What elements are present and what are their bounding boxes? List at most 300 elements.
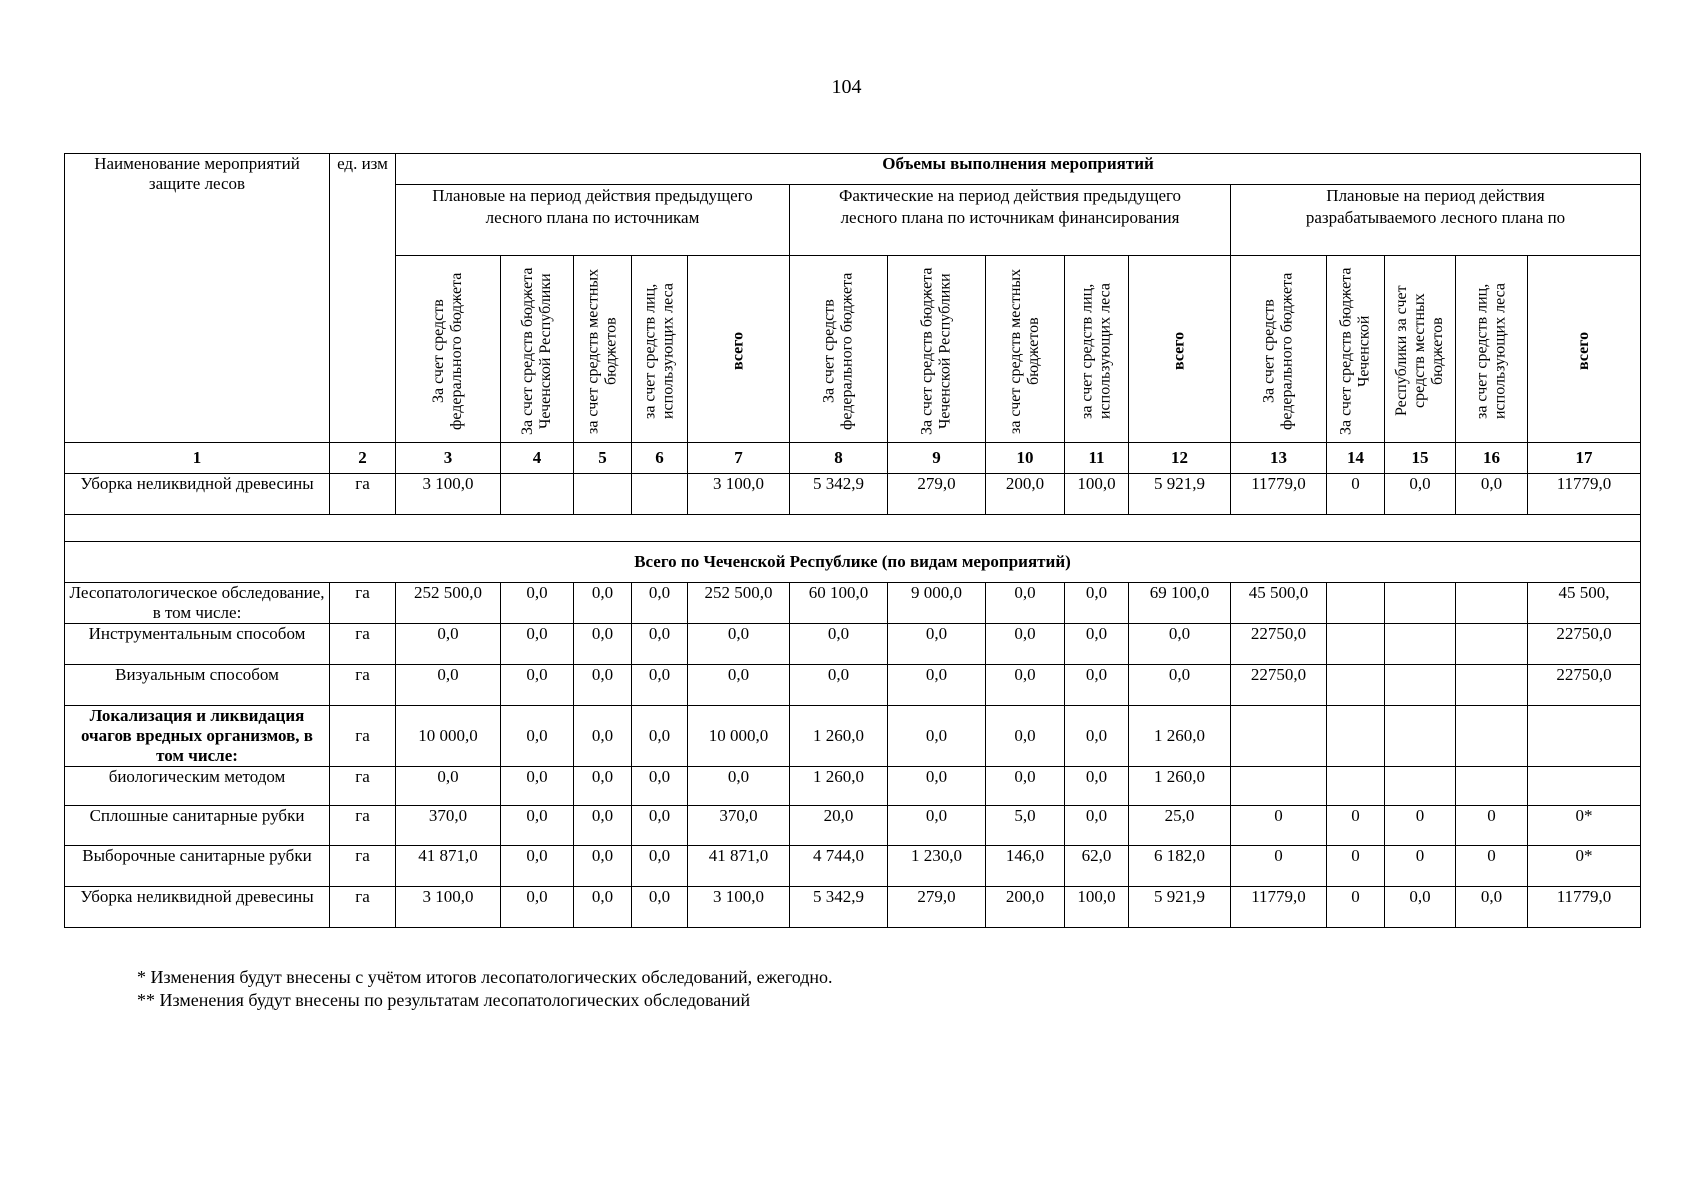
table-row: [65, 706, 1641, 767]
value-cell: [501, 583, 574, 624]
cell-text: 5 342,9: [813, 474, 864, 493]
table-row: [65, 806, 1641, 846]
table-row: [65, 474, 1641, 515]
value-cell: [1065, 474, 1129, 515]
value-cell: [1528, 887, 1641, 928]
header-source-label: всего: [1575, 331, 1592, 371]
cell-text: 22750,0: [1556, 624, 1612, 643]
value-cell: [790, 624, 888, 665]
cell-text: 11779,0: [1556, 474, 1612, 493]
cell-text: 5 342,9: [813, 887, 864, 906]
cell-text: 0,0: [526, 665, 548, 684]
cell-text: Уборка неликвидной древесины: [80, 887, 314, 906]
cell-text: 0,0: [1014, 665, 1036, 684]
cell-text: 0,0: [437, 665, 459, 684]
value-cell: [1129, 583, 1231, 624]
cell-text: 100,0: [1077, 887, 1116, 906]
cell-text: 370,0: [428, 806, 468, 825]
cell-text: Лесопатологическое обследование, в том числе:: [69, 583, 325, 621]
cell-text: 41 871,0: [418, 846, 478, 865]
value-cell: [1231, 474, 1327, 515]
cell-text: га: [355, 665, 370, 684]
column-number: 5: [574, 443, 632, 474]
value-cell: [790, 806, 888, 846]
value-cell: [888, 474, 986, 515]
cell-text: га: [355, 846, 370, 865]
cell-text: 0,0: [648, 846, 671, 865]
header-source-column: [1065, 256, 1129, 443]
cell-text: 279,0: [917, 887, 956, 906]
value-cell: [396, 624, 501, 665]
value-cell: [1327, 846, 1385, 887]
header-source-label: всего: [729, 331, 747, 371]
value-cell: [888, 706, 986, 767]
forest-protection-table: [64, 153, 1641, 928]
cell-text: 4 744,0: [813, 846, 864, 865]
value-cell: [986, 806, 1065, 846]
column-number: 6: [632, 443, 688, 474]
cell-text: 0,0: [1480, 887, 1503, 906]
value-cell: [790, 474, 888, 515]
value-cell: [986, 665, 1065, 706]
header-source-label: за счет средств лиц, использующих леса: [1473, 283, 1509, 419]
header-source-label: за счет средств местных бюджетов: [584, 268, 620, 434]
cell-text: 1 260,0: [1154, 726, 1205, 745]
header-group-planned-new: [1231, 185, 1641, 256]
value-cell: [574, 887, 632, 928]
value-cell: [688, 846, 790, 887]
value-cell: [888, 583, 986, 624]
cell-text: 0: [1274, 806, 1283, 825]
cell-text: 0,0: [727, 767, 750, 786]
footnotes: [137, 966, 833, 1012]
value-cell: [1456, 583, 1528, 624]
cell-text: га: [355, 583, 370, 602]
measure-name-cell: [65, 767, 330, 806]
value-cell: [790, 706, 888, 767]
cell-text: 20,0: [823, 806, 854, 825]
group-line: лесного плана по источникам финансирования: [840, 208, 1180, 227]
value-cell: [1385, 583, 1456, 624]
column-number: 15: [1385, 443, 1456, 474]
value-cell: [1327, 806, 1385, 846]
value-cell: [396, 665, 501, 706]
cell-text: 100,0: [1077, 474, 1116, 493]
column-number: 7: [688, 443, 790, 474]
cell-text: 0,0: [591, 806, 614, 825]
value-cell: [888, 846, 986, 887]
cell-text: 0,0: [1085, 624, 1108, 643]
value-cell: [790, 887, 888, 928]
value-cell: [888, 887, 986, 928]
value-cell: [501, 887, 574, 928]
value-cell: [1065, 624, 1129, 665]
value-cell: [501, 806, 574, 846]
value-cell: [986, 583, 1065, 624]
value-cell: [986, 706, 1065, 767]
cell-text: 0,0: [925, 665, 948, 684]
column-number: 17: [1528, 443, 1641, 474]
value-cell: [790, 665, 888, 706]
cell-text: 5 921,9: [1154, 887, 1205, 906]
value-cell: [1456, 806, 1528, 846]
cell-text: 41 871,0: [708, 846, 769, 865]
value-cell: [632, 665, 688, 706]
value-cell: [574, 846, 632, 887]
cell-text: 200,0: [1005, 474, 1045, 493]
cell-text: 0,0: [1480, 474, 1503, 493]
cell-text: 10 000,0: [418, 726, 478, 745]
cell-text: га: [355, 726, 370, 745]
header-source-label: За счет средств бюджета Чеченской Республики: [918, 267, 954, 435]
value-cell: [1129, 887, 1231, 928]
value-cell: [790, 846, 888, 887]
header-source-label: за счет средств лиц, использующих леса: [1078, 283, 1114, 419]
cell-text: 0,0: [526, 767, 548, 786]
unit-cell: [330, 806, 396, 846]
value-cell: [688, 767, 790, 806]
value-cell: [574, 767, 632, 806]
cell-text: 22750,0: [1250, 624, 1307, 643]
cell-text: 0,0: [1085, 806, 1108, 825]
value-cell: [501, 665, 574, 706]
blank-row: [65, 515, 1641, 542]
header-source-column: [1528, 256, 1641, 443]
cell-text: 11779,0: [1556, 887, 1612, 906]
value-cell: [888, 767, 986, 806]
unit-cell: [330, 767, 396, 806]
cell-text: 252 500,0: [414, 583, 482, 602]
value-cell: [1528, 665, 1641, 706]
cell-text: 0,0: [526, 846, 548, 865]
column-number: 3: [396, 443, 501, 474]
footnote: ** Изменения будут внесены по результатам лесопатологических обследований: [137, 990, 751, 1010]
header-source-column: [632, 256, 688, 443]
cell-text: 0,0: [1085, 726, 1108, 745]
value-cell: [1385, 624, 1456, 665]
value-cell: [1129, 767, 1231, 806]
header-source-label: За счет средств бюджета Чеченской Республики: [519, 267, 554, 435]
value-cell: [1231, 887, 1327, 928]
cell-text: га: [355, 474, 370, 493]
value-cell: [1065, 665, 1129, 706]
measure-name-cell: [65, 846, 330, 887]
header-source-column: [1231, 256, 1327, 443]
cell-text: биологическим методом: [108, 767, 286, 786]
section-row: [65, 542, 1641, 583]
header-source-column: [396, 256, 501, 443]
cell-text: 0: [1487, 846, 1496, 865]
blank-cell: [65, 515, 1641, 542]
cell-text: 0: [1415, 806, 1425, 825]
header-source-label: За счет средств федерального бюджета: [1260, 272, 1296, 430]
value-cell: [501, 706, 574, 767]
unit-cell: [330, 583, 396, 624]
cell-text: га: [355, 767, 370, 786]
header-source-column: [1129, 256, 1231, 443]
value-cell: [574, 706, 632, 767]
value-cell: [1231, 665, 1327, 706]
table-row: [65, 583, 1641, 624]
header-volumes-title: Объемы выполнения мероприятий: [396, 154, 1641, 185]
value-cell: [574, 624, 632, 665]
header-source-column: [501, 256, 574, 443]
cell-text: 3 100,0: [422, 887, 474, 906]
value-cell: [632, 474, 688, 515]
value-cell: [1231, 624, 1327, 665]
cell-text: 25,0: [1164, 806, 1195, 825]
value-cell: [1456, 887, 1528, 928]
cell-text: Сплошные санитарные рубки: [89, 806, 305, 825]
cell-text: 5 921,9: [1154, 474, 1205, 493]
value-cell: [1528, 706, 1641, 767]
value-cell: [1456, 706, 1528, 767]
value-cell: [1528, 767, 1641, 806]
cell-text: 0,0: [1085, 767, 1108, 786]
cell-text: 0,0: [1014, 726, 1036, 745]
value-cell: [1385, 474, 1456, 515]
header-group-planned-previous: [396, 185, 790, 256]
value-cell: [632, 706, 688, 767]
value-cell: [1385, 706, 1456, 767]
unit-cell: [330, 887, 396, 928]
column-number: 1: [65, 443, 330, 474]
cell-text: 0,0: [526, 583, 548, 602]
value-cell: [1385, 806, 1456, 846]
cell-text: 0,0: [591, 583, 614, 602]
value-cell: [574, 474, 632, 515]
value-cell: [1129, 806, 1231, 846]
cell-text: 0: [1351, 846, 1360, 865]
cell-text: 0*: [1575, 806, 1593, 825]
value-cell: [1065, 806, 1129, 846]
cell-text: 3 100,0: [713, 887, 764, 906]
cell-text: 22750,0: [1556, 665, 1612, 684]
cell-text: га: [355, 806, 370, 825]
column-number: 16: [1456, 443, 1528, 474]
cell-text: 1 260,0: [813, 767, 864, 786]
header-source-label: Республики за счет средств местных бюджетов: [1393, 285, 1446, 417]
value-cell: [688, 806, 790, 846]
value-cell: [396, 887, 501, 928]
measure-name-cell: [65, 706, 330, 767]
cell-text: 0,0: [648, 887, 671, 906]
unit-cell: [330, 846, 396, 887]
value-cell: [1327, 887, 1385, 928]
measure-name-cell: [65, 665, 330, 706]
group-line: Фактические на период действия предыдущего: [838, 186, 1182, 205]
cell-text: 0: [1351, 806, 1360, 825]
header-source-label: За счет средств бюджета Чеченской: [1337, 267, 1373, 435]
cell-text: 11779,0: [1251, 474, 1306, 493]
cell-text: Инструментальным способом: [88, 624, 306, 643]
column-number: 9: [888, 443, 986, 474]
table-row: [65, 665, 1641, 706]
cell-text: 0,0: [648, 665, 671, 684]
cell-text: 5,0: [1014, 806, 1036, 825]
cell-text: 0,0: [648, 726, 671, 745]
column-number: 13: [1231, 443, 1327, 474]
column-number: 10: [986, 443, 1065, 474]
header-source-column: [986, 256, 1065, 443]
cell-text: 62,0: [1081, 846, 1112, 865]
cell-text: 0,0: [727, 624, 750, 643]
column-number: 2: [330, 443, 396, 474]
value-cell: [986, 887, 1065, 928]
table-row: [65, 846, 1641, 887]
value-cell: [396, 806, 501, 846]
value-cell: [1327, 474, 1385, 515]
cell-text: 0,0: [591, 726, 614, 745]
column-number: 4: [501, 443, 574, 474]
value-cell: [396, 706, 501, 767]
value-cell: [1129, 474, 1231, 515]
cell-text: 11779,0: [1251, 887, 1306, 906]
value-cell: [1129, 665, 1231, 706]
measure-name-cell: [65, 887, 330, 928]
measure-name-cell: [65, 624, 330, 665]
cell-text: 0,0: [1085, 583, 1108, 602]
cell-text: 1 260,0: [813, 726, 864, 745]
value-cell: [688, 887, 790, 928]
value-cell: [1528, 806, 1641, 846]
cell-text: 0: [1487, 806, 1496, 825]
cell-text: 0,0: [1014, 583, 1036, 602]
header-source-column: [1385, 256, 1456, 443]
cell-text: 0,0: [727, 665, 750, 684]
header-source-column: [1327, 256, 1385, 443]
cell-text: 0,0: [925, 806, 948, 825]
header-source-column: [688, 256, 790, 443]
cell-text: 0,0: [925, 624, 948, 643]
column-number: 12: [1129, 443, 1231, 474]
value-cell: [1231, 806, 1327, 846]
table-row: [65, 767, 1641, 806]
measure-name-cell: [65, 806, 330, 846]
cell-text: 0: [1351, 887, 1360, 906]
cell-text: 0,0: [648, 583, 671, 602]
cell-text: 0,0: [827, 624, 850, 643]
header-source-label: за счет средств местных бюджетов: [1007, 268, 1042, 434]
measure-name-cell: [65, 474, 330, 515]
cell-text: 10 000,0: [708, 726, 769, 745]
cell-text: 0: [1274, 846, 1283, 865]
value-cell: [1327, 706, 1385, 767]
value-cell: [1327, 624, 1385, 665]
cell-text: 0,0: [1014, 624, 1036, 643]
cell-text: 0,0: [437, 767, 459, 786]
cell-text: 0,0: [1014, 767, 1036, 786]
cell-text: 0,0: [648, 806, 671, 825]
value-cell: [574, 665, 632, 706]
header-source-label: всего: [1170, 331, 1188, 371]
header-source-label: за счет средств лиц, использующих леса: [641, 283, 677, 419]
cell-text: 0,0: [526, 726, 548, 745]
value-cell: [1456, 624, 1528, 665]
header-source-column: [888, 256, 986, 443]
value-cell: [986, 767, 1065, 806]
cell-text: 3 100,0: [422, 474, 474, 493]
measure-name-cell: [65, 583, 330, 624]
value-cell: [1231, 706, 1327, 767]
value-cell: [1129, 706, 1231, 767]
cell-text: 200,0: [1005, 887, 1045, 906]
value-cell: [501, 624, 574, 665]
cell-text: 0,0: [526, 624, 548, 643]
cell-text: га: [355, 887, 370, 906]
value-cell: [1456, 846, 1528, 887]
cell-text: 0: [1351, 474, 1360, 493]
value-cell: [986, 846, 1065, 887]
value-cell: [1456, 474, 1528, 515]
cell-text: га: [355, 624, 370, 643]
value-cell: [632, 806, 688, 846]
value-cell: [688, 665, 790, 706]
value-cell: [1065, 846, 1129, 887]
header-source-column: [790, 256, 888, 443]
value-cell: [1065, 706, 1129, 767]
cell-text: Уборка неликвидной древесины: [80, 474, 314, 493]
cell-text: 0,0: [591, 767, 614, 786]
cell-text: 0,0: [827, 665, 850, 684]
value-cell: [888, 806, 986, 846]
value-cell: [632, 583, 688, 624]
cell-text: 370,0: [719, 806, 758, 825]
value-cell: [501, 474, 574, 515]
value-cell: [396, 846, 501, 887]
value-cell: [1456, 767, 1528, 806]
value-cell: [1129, 846, 1231, 887]
value-cell: [1327, 767, 1385, 806]
group-line: лесного плана по источникам: [485, 208, 700, 227]
value-cell: [396, 767, 501, 806]
footnote: * Изменения будут внесены с учётом итогов лесопатологических обследований, ежегодно.: [137, 967, 833, 987]
value-cell: [501, 767, 574, 806]
cell-text: 0*: [1575, 846, 1593, 865]
column-number: 14: [1327, 443, 1385, 474]
cell-text: 0,0: [526, 806, 548, 825]
unit-cell: [330, 706, 396, 767]
cell-text: 69 100,0: [1149, 583, 1210, 602]
cell-text: 45 500,0: [1248, 583, 1309, 602]
value-cell: [1528, 583, 1641, 624]
group-line: разрабатываемого лесного плана по: [1305, 208, 1566, 227]
value-cell: [688, 706, 790, 767]
cell-text: Выборочные санитарные рубки: [82, 846, 312, 865]
cell-text: 146,0: [1005, 846, 1045, 865]
cell-text: 22750,0: [1250, 665, 1307, 684]
header-name-of-measures: Наименование мероприятий защите лесов: [65, 154, 330, 443]
cell-text: 60 100,0: [808, 583, 869, 602]
column-number: 11: [1065, 443, 1129, 474]
value-cell: [632, 846, 688, 887]
cell-text: 0,0: [437, 624, 459, 643]
value-cell: [688, 583, 790, 624]
value-cell: [632, 887, 688, 928]
value-cell: [632, 767, 688, 806]
cell-text: 252 500,0: [704, 583, 773, 602]
cell-text: 0,0: [591, 846, 614, 865]
page-number: 104: [831, 76, 862, 98]
value-cell: [501, 846, 574, 887]
header-source-label: За счет средств федерального бюджета: [430, 272, 465, 430]
value-cell: [396, 474, 501, 515]
header-source-column: [574, 256, 632, 443]
value-cell: [688, 474, 790, 515]
value-cell: [1385, 767, 1456, 806]
unit-cell: [330, 624, 396, 665]
header-source-column: [1456, 256, 1528, 443]
